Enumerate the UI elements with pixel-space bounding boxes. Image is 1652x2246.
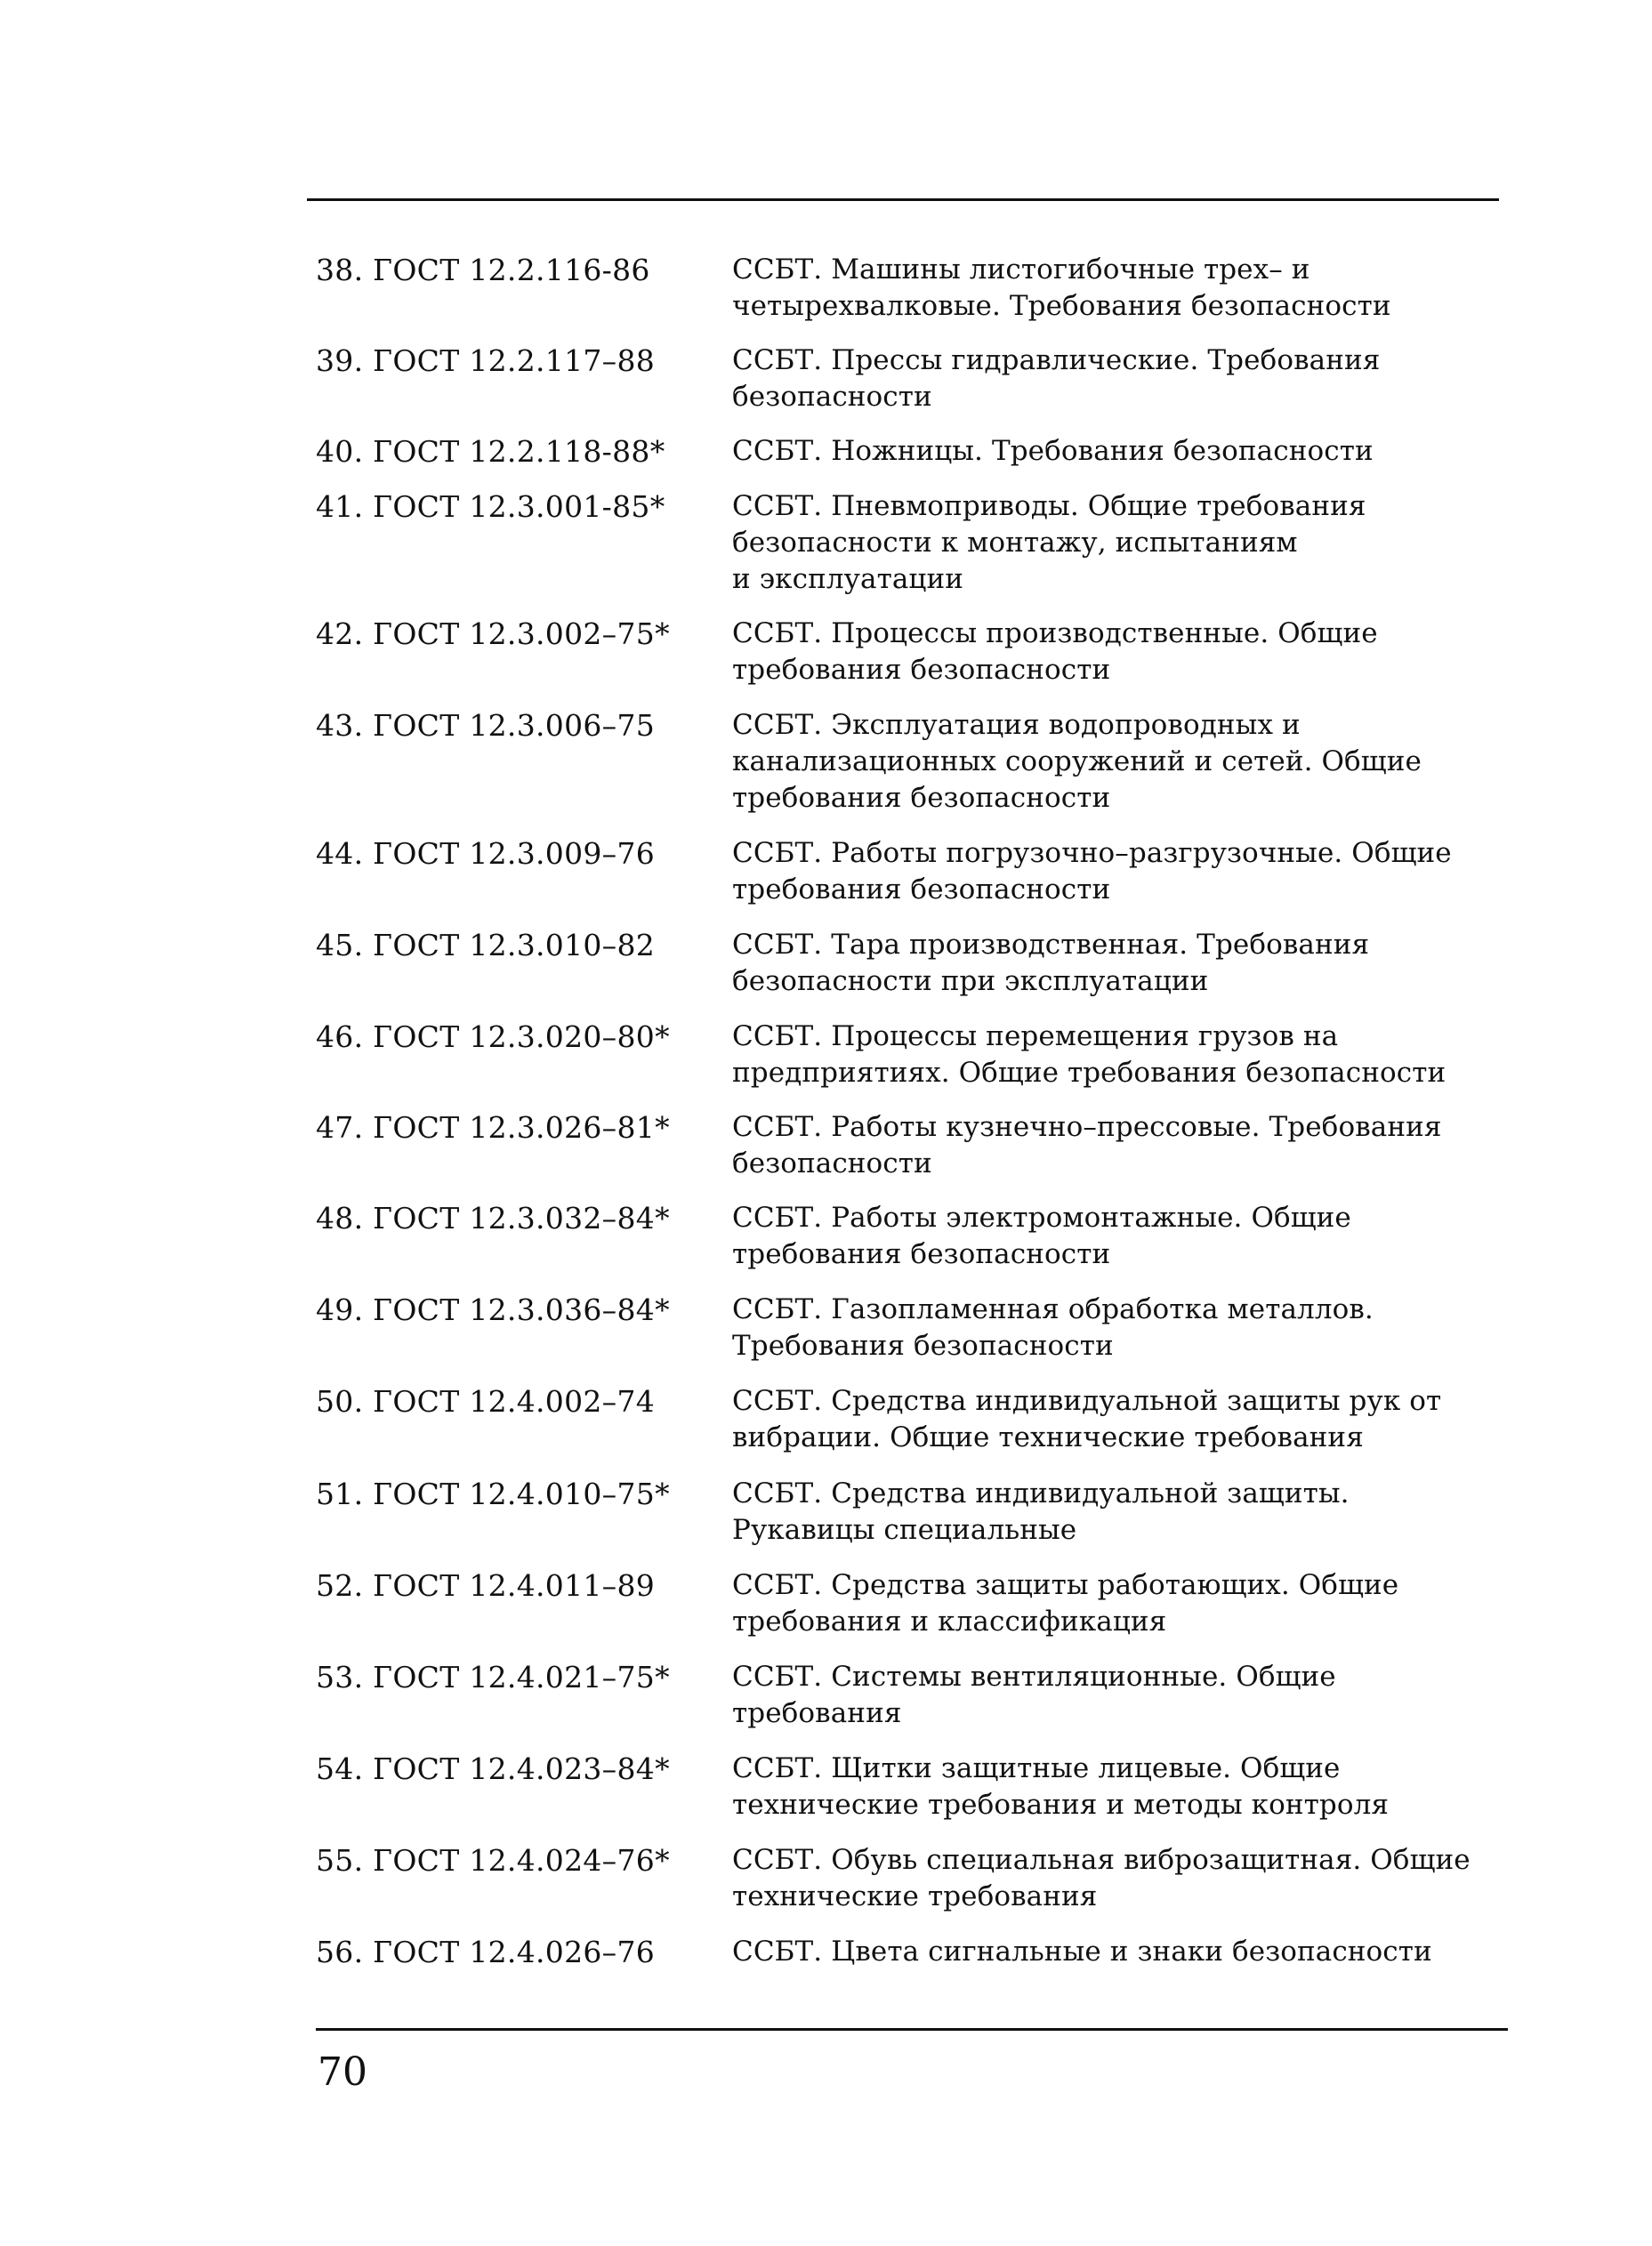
standard-code: 42. ГОСТ 12.3.002–75* xyxy=(316,616,670,651)
standard-title xyxy=(732,488,1497,598)
standard-code: 45. ГОСТ 12.3.010–82 xyxy=(316,928,656,962)
bottom-rule xyxy=(316,2028,1508,2031)
standard-code: 47. ГОСТ 12.3.026–81* xyxy=(316,1110,670,1145)
standard-code: 56. ГОСТ 12.4.026–76 xyxy=(316,1935,656,1969)
title-line: ССБТ. Средства защиты работающих. Общие xyxy=(732,1569,1399,1601)
standard-title xyxy=(732,433,1497,470)
standard-title xyxy=(732,1476,1497,1549)
page-number: 70 xyxy=(318,2049,367,2095)
title-line: ССБТ. Газопламенная обработка металлов. xyxy=(732,1293,1374,1325)
title-line: ССБТ. Процессы производственные. Общие xyxy=(732,617,1378,649)
title-line: требования безопасности xyxy=(732,1238,1111,1270)
standard-title xyxy=(732,927,1497,1000)
standard-title xyxy=(732,1200,1497,1273)
title-line: Рукавицы специальные xyxy=(732,1514,1077,1546)
title-line: ССБТ. Ножницы. Требования безопасности xyxy=(732,435,1374,467)
standard-title xyxy=(732,1383,1497,1456)
title-line: технические требования и методы контроля xyxy=(732,1789,1390,1821)
standard-code: 39. ГОСТ 12.2.117–88 xyxy=(316,343,656,378)
standard-title xyxy=(732,1842,1497,1915)
title-line: Требования безопасности xyxy=(732,1330,1114,1362)
standard-title xyxy=(732,707,1497,817)
title-line: ССБТ. Процессы перемещения грузов на xyxy=(732,1020,1339,1052)
title-line: предприятиях. Общие требования безопасности xyxy=(732,1057,1447,1089)
title-line: требования и классификация xyxy=(732,1606,1167,1638)
title-line: безопасности к монтажу, испытаниям xyxy=(732,527,1298,559)
standard-code: 48. ГОСТ 12.3.032–84* xyxy=(316,1201,670,1236)
title-line: канализационных сооружений и сетей. Общие xyxy=(732,745,1422,777)
standard-code: 53. ГОСТ 12.4.021–75* xyxy=(316,1660,670,1695)
standard-title xyxy=(732,1109,1497,1182)
title-line: ССБТ. Пневмоприводы. Общие требования xyxy=(732,490,1366,522)
title-line: ССБТ. Машины листогибочные трех– и xyxy=(732,254,1310,286)
standard-title xyxy=(732,342,1497,415)
title-line: и эксплуатации xyxy=(732,563,963,595)
title-line: ССБТ. Прессы гидравлические. Требования xyxy=(732,344,1381,376)
title-line: ССБТ. Средства индивидуальной защиты. xyxy=(732,1477,1350,1509)
title-line: ССБТ. Цвета сигнальные и знаки безопасности xyxy=(732,1936,1432,1968)
title-line: требования xyxy=(732,1697,902,1729)
title-line: ССБТ. Системы вентиляционные. Общие xyxy=(732,1661,1336,1693)
title-line: безопасности xyxy=(732,381,932,413)
standard-title xyxy=(732,1659,1497,1732)
title-line: ССБТ. Эксплуатация водопроводных и xyxy=(732,709,1301,741)
title-line: ССБТ. Щитки защитные лицевые. Общие xyxy=(732,1752,1341,1784)
title-line: технические требования xyxy=(732,1880,1098,1912)
title-line: вибрации. Общие технические требования xyxy=(732,1421,1364,1453)
standard-title xyxy=(732,1567,1497,1640)
standard-code: 41. ГОСТ 12.3.001-85* xyxy=(316,489,665,524)
standard-code: 54. ГОСТ 12.4.023–84* xyxy=(316,1751,670,1786)
title-line: ССБТ. Тара производственная. Требования xyxy=(732,929,1370,961)
standard-title xyxy=(732,835,1497,908)
title-line: требования безопасности xyxy=(732,873,1111,906)
standard-code: 55. ГОСТ 12.4.024–76* xyxy=(316,1843,670,1878)
title-line: четырехвалковые. Требования безопасности xyxy=(732,290,1391,322)
title-line: требования безопасности xyxy=(732,782,1111,814)
title-line: ССБТ. Обувь специальная виброзащитная. Общие xyxy=(732,1844,1471,1876)
standard-code: 38. ГОСТ 12.2.116-86 xyxy=(316,253,650,287)
standard-code: 43. ГОСТ 12.3.006–75 xyxy=(316,708,656,743)
title-line: ССБТ. Работы электромонтажные. Общие xyxy=(732,1202,1351,1234)
title-line: ССБТ. Средства индивидуальной защиты рук от xyxy=(732,1385,1442,1417)
title-line: ССБТ. Работы кузнечно–прессовые. Требования xyxy=(732,1111,1442,1143)
standard-code: 46. ГОСТ 12.3.020–80* xyxy=(316,1019,670,1054)
title-line: требования безопасности xyxy=(732,654,1111,686)
standard-title xyxy=(732,252,1497,325)
top-rule xyxy=(307,198,1499,201)
standard-code: 49. ГОСТ 12.3.036–84* xyxy=(316,1292,670,1327)
standard-code: 44. ГОСТ 12.3.009–76 xyxy=(316,836,656,871)
title-line: безопасности xyxy=(732,1147,932,1179)
standard-code: 40. ГОСТ 12.2.118-88* xyxy=(316,434,665,469)
standard-code: 52. ГОСТ 12.4.011–89 xyxy=(316,1568,656,1603)
title-line: ССБТ. Работы погрузочно–разгрузочные. Общие xyxy=(732,837,1452,869)
standard-title xyxy=(732,1292,1497,1365)
standard-code: 50. ГОСТ 12.4.002–74 xyxy=(316,1384,656,1419)
standard-title xyxy=(732,1934,1497,1970)
standard-title xyxy=(732,1751,1497,1823)
standard-title xyxy=(732,616,1497,688)
standard-title xyxy=(732,1018,1497,1091)
title-line: безопасности при эксплуатации xyxy=(732,965,1209,997)
standard-code: 51. ГОСТ 12.4.010–75* xyxy=(316,1477,670,1511)
